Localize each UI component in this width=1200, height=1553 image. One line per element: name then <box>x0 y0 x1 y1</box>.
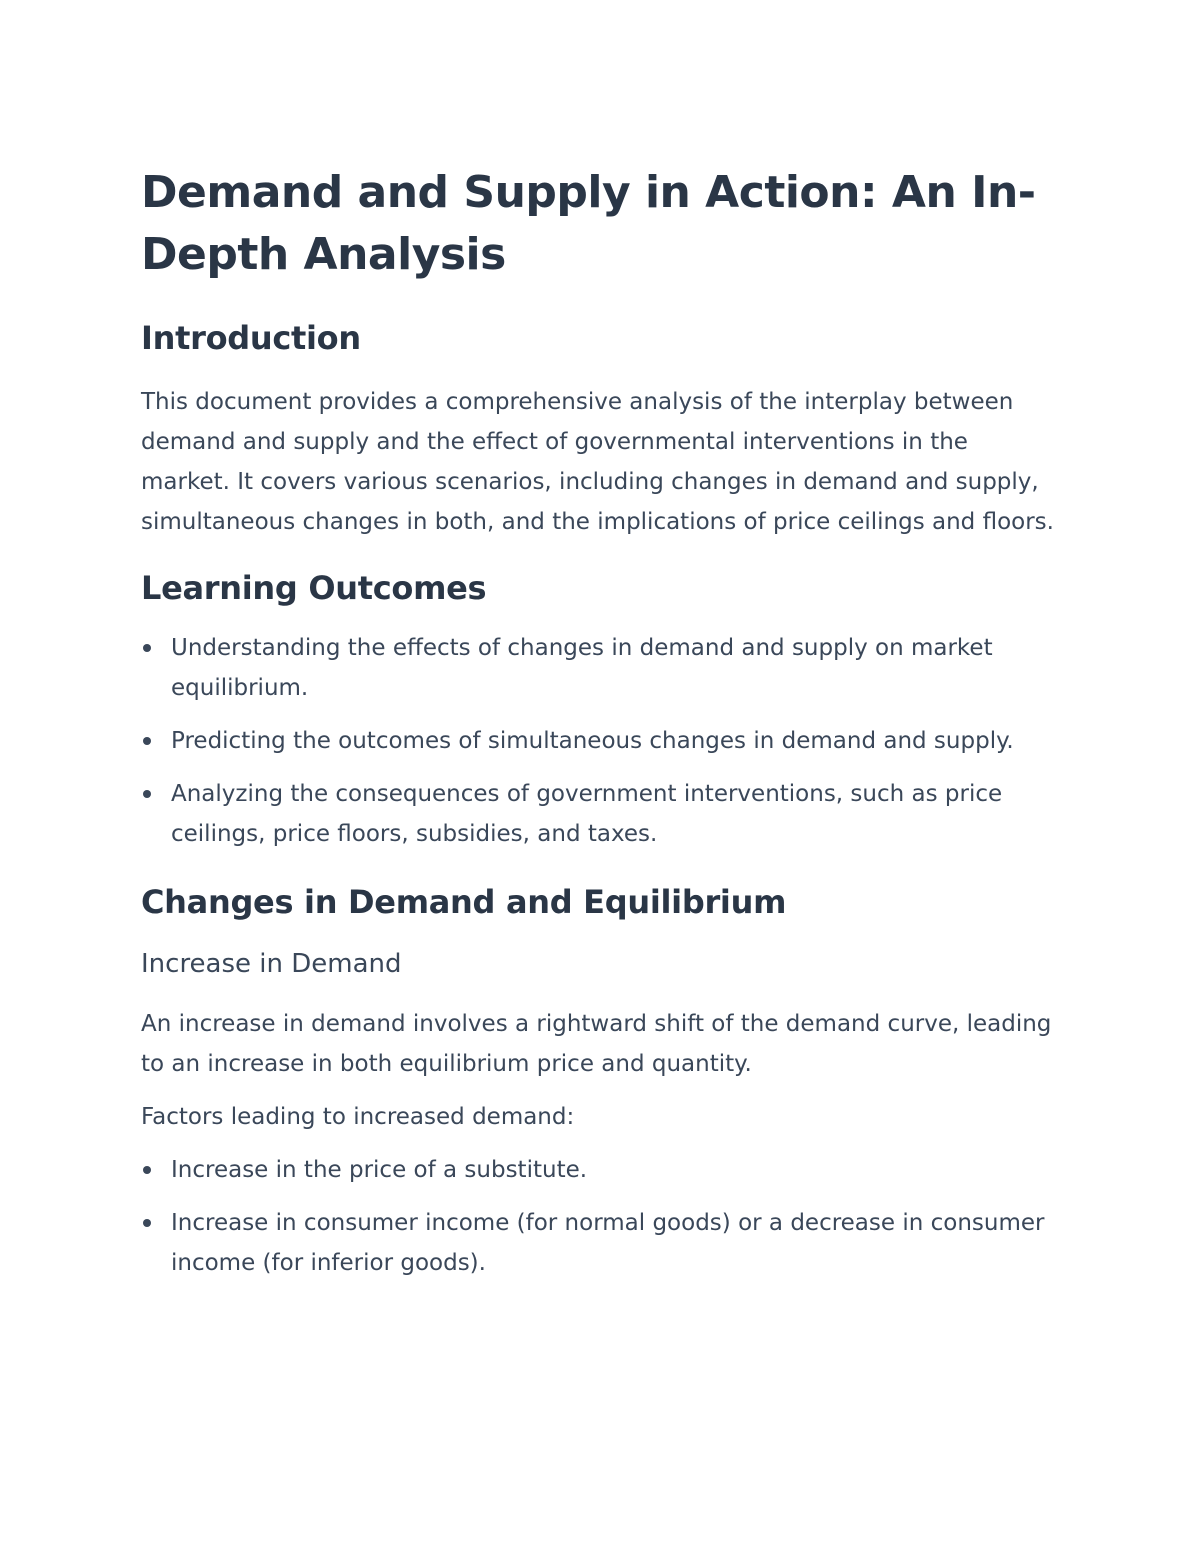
list-item-text: Analyzing the consequences of government interventions, such as price ceilings, price floors, subsidies, and taxes. <box>171 781 1003 847</box>
bullet-icon <box>143 1219 151 1227</box>
list-item-text: Predicting the outcomes of simultaneous changes in demand and supply. <box>171 728 1014 754</box>
list-item-text: Increase in consumer income (for normal goods) or a decrease in consumer income (for inferior goods). <box>171 1210 1045 1276</box>
list-item <box>141 628 1061 708</box>
document-title: Demand and Supply in Action: An In-Depth Analysis <box>141 167 1036 280</box>
bullet-icon <box>143 644 151 652</box>
list-item <box>141 1203 1061 1283</box>
bullet-icon <box>143 790 151 798</box>
factors-label: Factors leading to increased demand: <box>141 1104 575 1130</box>
factors-list <box>141 1150 1061 1283</box>
list-item <box>141 1150 1061 1190</box>
learning-outcomes-list <box>141 628 1061 854</box>
document-page <box>141 162 1061 1283</box>
introduction-heading: Introduction <box>141 319 361 357</box>
bullet-icon <box>143 737 151 745</box>
increase-in-demand-paragraph: An increase in demand involves a rightward shift of the demand curve, leading to an increase in both equilibrium price and quantity. <box>141 1011 1052 1077</box>
increase-in-demand-subheading: Increase in Demand <box>141 949 402 979</box>
learning-outcomes-heading: Learning Outcomes <box>141 569 487 607</box>
bullet-icon <box>143 1166 151 1174</box>
introduction-paragraph: This document provides a comprehensive analysis of the interplay between demand and supply and the effect of governmental interventions in the market. It covers various scenarios, including changes in demand and supply, simultaneous changes in both, and the implications of price ceilings and floors. <box>141 389 1054 535</box>
list-item-text: Increase in the price of a substitute. <box>171 1157 588 1183</box>
list-item <box>141 721 1061 761</box>
list-item-text: Understanding the effects of changes in demand and supply on market equilibrium. <box>171 635 993 701</box>
changes-in-demand-heading: Changes in Demand and Equilibrium <box>141 883 787 921</box>
list-item <box>141 774 1061 854</box>
